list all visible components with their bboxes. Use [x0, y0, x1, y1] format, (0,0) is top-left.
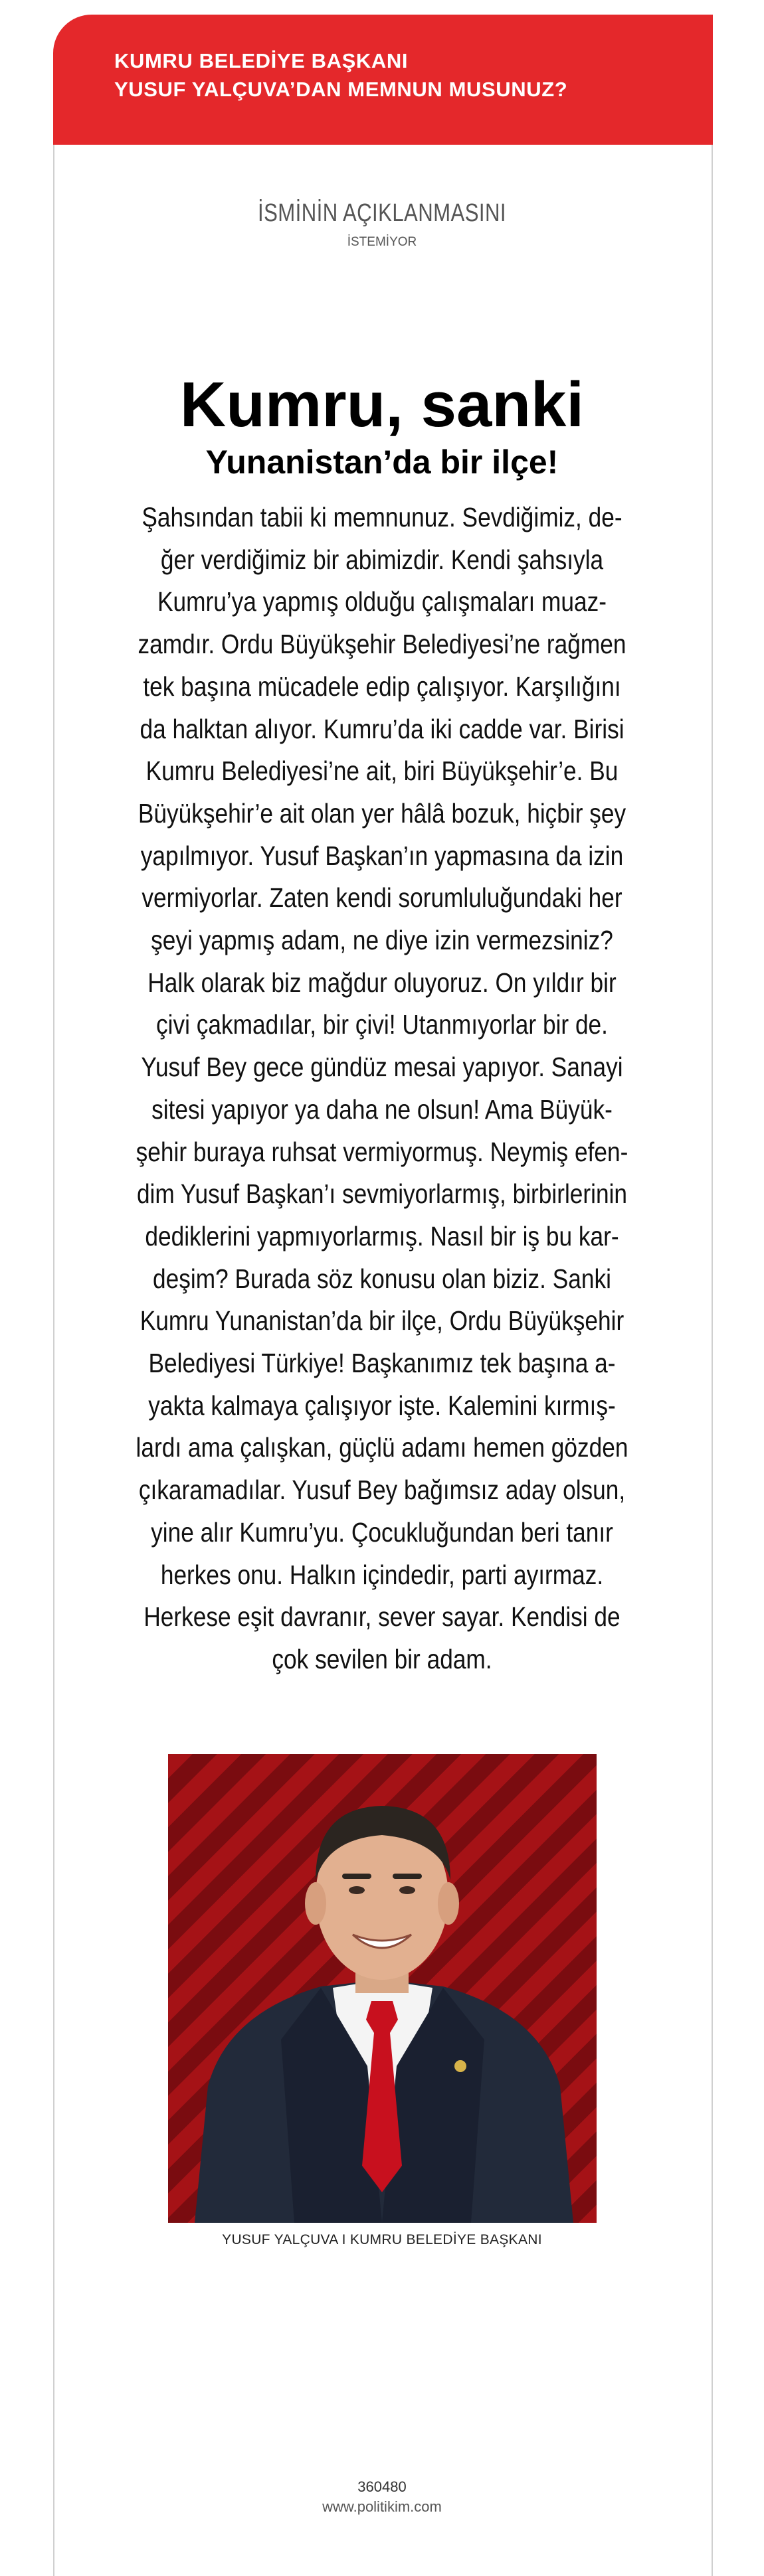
- article-body-line: Şahsından tabii ki memnunuz. Sevdiğimiz, de-: [142, 502, 622, 532]
- article-body: [93, 497, 671, 1681]
- header-banner: [53, 15, 713, 145]
- article-body-line: ğer verdiğimiz bir abimizdir. Kendi şahsıyla: [160, 544, 604, 575]
- article-body-line: Büyükşehir’e ait olan yer hâlâ bozuk, hiçbir şey: [138, 797, 626, 829]
- article-body-line: Herkese eşit davranır, sever sayar. Kendisi de: [143, 1601, 621, 1633]
- source-label: İSMİNİN AÇIKLANMASINI: [258, 199, 506, 227]
- article-body-line: Belediyesi Türkiye! Başkanımız tek başına a-: [148, 1348, 616, 1379]
- photo-caption: YUSUF YALÇUVA I KUMRU BELEDİYE BAŞKANI: [222, 2232, 542, 2247]
- article-body-line: tek başına mücadele edip çalışıyor. Karşılığını: [143, 671, 621, 702]
- article-body-line: deşim? Burada söz konusu olan biziz. Sanki: [153, 1263, 611, 1294]
- article-body-line: Kumru Belediyesi’ne ait, biri Büyükşehir’e. Bu: [145, 756, 619, 787]
- header-title-line-2: YUSUF YALÇUVA’DAN MEMNUN MUSUNUZ?: [114, 78, 568, 101]
- mayor-portrait-photo: [168, 1754, 597, 2223]
- article-body-line: yakta kalmaya çalışıyor işte. Kalemini kırmış-: [148, 1390, 616, 1421]
- article-body-line: da halktan alıyor. Kumru’da iki cadde var. Birisi: [140, 713, 624, 744]
- article-body-line: Kumru’ya yapmış olduğu çalışmaları muaz-: [157, 586, 607, 617]
- article-body-line: Halk olarak biz mağdur oluyoruz. On yıldır bir: [147, 967, 617, 998]
- article-body-line: şeyi yapmış adam, ne diye izin vermezsiniz?: [151, 925, 613, 956]
- article-body-line: Yusuf Bey gece gündüz mesai yapıyor. Sanayi: [141, 1052, 623, 1083]
- article-body-line: yine alır Kumru’yu. Çocukluğundan beri tanır: [151, 1516, 613, 1548]
- article-body-line: yapılmıyor. Yusuf Başkan’ın yapmasına da izin: [140, 840, 624, 871]
- article-headline: Kumru, sanki: [179, 369, 585, 440]
- article-body-line: sitesi yapıyor ya daha ne olsun! Ama Büyük-: [151, 1093, 613, 1125]
- footer-site: www.politikim.com: [322, 2498, 442, 2515]
- article-body-line: çıkaramadılar. Yusuf Bey bağımsız aday olsun,: [138, 1475, 626, 1506]
- article-body-line: şehir buraya ruhsat vermiyormuş. Neymiş efen-: [136, 1136, 628, 1167]
- article-body-line: vermiyorlar. Zaten kendi sorumluluğundaki her: [142, 882, 622, 914]
- article-body-line: çivi çakmadılar, bir çivi! Utanmıyorlar bir de.: [156, 1009, 608, 1040]
- footer-number: 360480: [357, 2478, 407, 2495]
- article-subheadline: Yunanistan’da bir ilçe!: [205, 443, 559, 481]
- article-body-line: Kumru Yunanistan’da bir ilçe, Ordu Büyükşehir: [140, 1305, 624, 1336]
- header-title-line-1: KUMRU BELEDİYE BAŞKANI: [114, 49, 409, 72]
- article-body-line: dim Yusuf Başkan’ı sevmiyorlarmış, birbirlerinin: [136, 1178, 628, 1210]
- article-body-line: çok sevilen bir adam.: [272, 1643, 492, 1674]
- article-body-line: zamdır. Ordu Büyükşehir Belediyesi’ne rağmen: [138, 629, 626, 660]
- article-body-line: lardı ama çalışkan, güçlü adamı hemen gözden: [136, 1432, 628, 1463]
- portrait-illustration: [168, 1754, 597, 2223]
- article-body-line: herkes onu. Halkın içindedir, parti ayırmaz.: [160, 1559, 604, 1590]
- article-body-line: dediklerini yapmıyorlarmış. Nasıl bir iş bu kar-: [145, 1220, 619, 1251]
- source-sublabel: İSTEMİYOR: [347, 235, 417, 249]
